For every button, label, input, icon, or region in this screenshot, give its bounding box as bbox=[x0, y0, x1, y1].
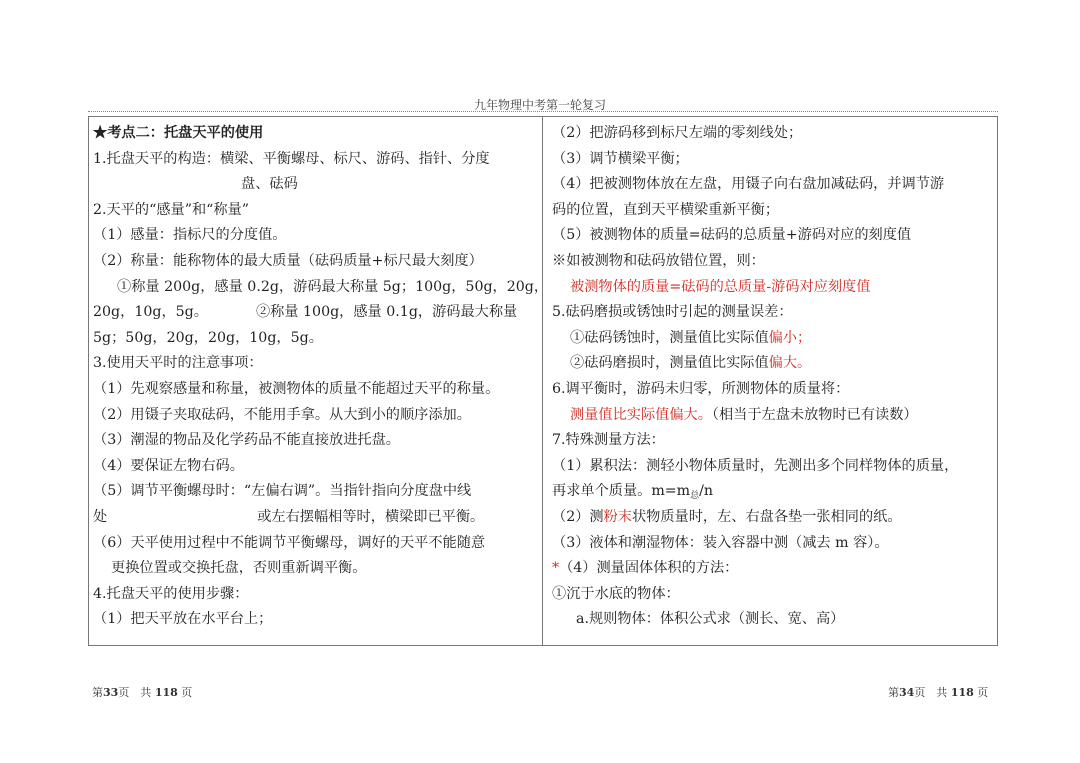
text-line: （5）被测物体的质量=砝码的总质量+游码对应的刻度值 bbox=[552, 227, 912, 244]
text-segment: ②砝码磨损时，测量值比实际值 bbox=[570, 355, 769, 372]
text-line: 6.调平衡时，游码未归零，所测物体的质量将： bbox=[552, 380, 850, 397]
text-line: （6）天平使用过程中不能调节平衡螺母，调好的天平不能随意 bbox=[93, 534, 486, 551]
text-line: （1）累积法：测轻小物体质量时，先测出多个同样物体的质量， bbox=[552, 457, 959, 474]
total-pages: 118 bbox=[950, 686, 974, 699]
text-line bbox=[552, 351, 992, 377]
text-line bbox=[552, 326, 992, 352]
highlight-formula: 被测物体的质量=砝码的总质量-游码对应刻度值 bbox=[570, 278, 871, 295]
text-segment: /n bbox=[699, 483, 714, 500]
text-line: 3.使用天平时的注意事项： bbox=[93, 355, 263, 372]
text-segment: 状物质量时，左、右盘各垫一张相同的纸。 bbox=[631, 508, 902, 525]
text-line: a.规则物体：体积公式求（测长、宽、高） bbox=[576, 611, 845, 628]
text-segment: 再求单个质量。m=m bbox=[552, 483, 691, 500]
text-line bbox=[552, 556, 992, 582]
text-segment: ①砝码锈蚀时，测量值比实际值 bbox=[570, 329, 769, 346]
column-divider bbox=[542, 117, 543, 645]
text-line: （4）把被测物体放在左盘，用镊子向右盘加减砝码，并调节游 bbox=[552, 176, 945, 193]
text-line bbox=[93, 300, 538, 326]
section-title: ★考点二：托盘天平的使用 bbox=[93, 125, 264, 141]
text-line: （3）调节横梁平衡； bbox=[552, 150, 689, 167]
text-segment: （相当于左盘未放物时已有读数） bbox=[711, 406, 918, 423]
text-line: 5g；50g，20g，20g，10g，5g。 bbox=[93, 329, 323, 346]
left-column bbox=[93, 121, 549, 633]
subscript: 总 bbox=[690, 491, 700, 502]
footer-text: 页 共 bbox=[914, 686, 948, 699]
right-column bbox=[552, 121, 992, 633]
text-line: （5）调节平衡螺母时：“左偏右调”。当指针指向分度盘中线 bbox=[93, 483, 472, 500]
footer-right-page bbox=[888, 684, 988, 700]
text-line: 盘、砝码 bbox=[241, 176, 298, 193]
footer-left-page bbox=[92, 684, 192, 700]
text-line: （2）称量：能称物体的最大质量（砝码质量+标尺最大刻度） bbox=[93, 252, 483, 269]
footer-text: 页 共 bbox=[118, 686, 152, 699]
text-line: 4.托盘天平的使用步骤： bbox=[93, 585, 249, 602]
text-segment: 处 bbox=[93, 508, 108, 525]
footer-text: 页 bbox=[977, 686, 989, 699]
page-header-title: 九年物理中考第一轮复习 bbox=[473, 98, 606, 112]
text-segment: （2）测 bbox=[552, 508, 604, 525]
text-line: （2）用镊子夹取砝码，不能用手拿。从大到小的顺序添加。 bbox=[93, 406, 471, 423]
footer-text: 页 bbox=[181, 686, 193, 699]
highlight-text: 偏小； bbox=[768, 329, 812, 346]
text-line bbox=[552, 479, 992, 505]
text-line: ①沉于水底的物体： bbox=[552, 585, 680, 602]
text-segment: 或左右摆幅相等时，横梁即已平衡。 bbox=[257, 508, 485, 525]
text-line: （2）把游码移到标尺左端的零刻线处； bbox=[552, 125, 803, 141]
footer-text: 第 bbox=[888, 686, 899, 699]
text-segment: （4）测量固体体积的方法： bbox=[559, 560, 739, 577]
text-line bbox=[552, 403, 992, 429]
text-line: 码的位置，直到天平横梁重新平衡； bbox=[552, 201, 780, 218]
asterisk-mark: * bbox=[552, 560, 560, 577]
text-line bbox=[93, 505, 538, 531]
text-line: 1.托盘天平的构造：横梁、平衡螺母、标尺、游码、指针、分度 bbox=[93, 150, 490, 167]
footer-text: 第 bbox=[92, 686, 103, 699]
text-line: （3）液体和潮湿物体：装入容器中测（减去 m 容）。 bbox=[552, 534, 889, 551]
text-segment: ②称量 100g，感量 0.1g，游码最大称量 bbox=[255, 304, 518, 321]
text-line bbox=[552, 505, 992, 531]
highlight-text: 测量值比实际值偏大。 bbox=[570, 406, 712, 423]
total-pages: 118 bbox=[154, 686, 178, 699]
text-line: 更换位置或交换托盘，否则重新调平衡。 bbox=[111, 560, 367, 577]
text-line: （3）潮湿的物品及化学药品不能直接放进托盘。 bbox=[93, 432, 400, 449]
text-line: ①称量 200g，感量 0.2g，游码最大称量 5g；100g，50g，20g， bbox=[117, 278, 549, 295]
text-line: （1）感量：指标尺的分度值。 bbox=[93, 227, 287, 244]
text-line: ※如被测物和砝码放错位置，则： bbox=[552, 252, 765, 269]
text-line: 5.砝码磨损或锈蚀时引起的测量误差： bbox=[552, 304, 793, 321]
text-line: （1）把天平放在水平台上； bbox=[93, 611, 273, 628]
page-number: 34 bbox=[899, 686, 915, 699]
highlight-text: 偏大。 bbox=[768, 355, 812, 372]
text-line: （1）先观察感量和称量，被测物体的质量不能超过天平的称量。 bbox=[93, 380, 500, 397]
content-frame bbox=[88, 116, 998, 646]
text-segment: 20g，10g，5g。 bbox=[93, 304, 208, 321]
text-line: 2.天平的“感量”和“称量” bbox=[93, 201, 250, 218]
text-line: （4）要保证左物右码。 bbox=[93, 457, 244, 474]
page-number: 33 bbox=[103, 686, 119, 699]
highlight-text: 粉末 bbox=[603, 508, 632, 525]
text-line: 7.特殊测量方法： bbox=[552, 432, 665, 449]
